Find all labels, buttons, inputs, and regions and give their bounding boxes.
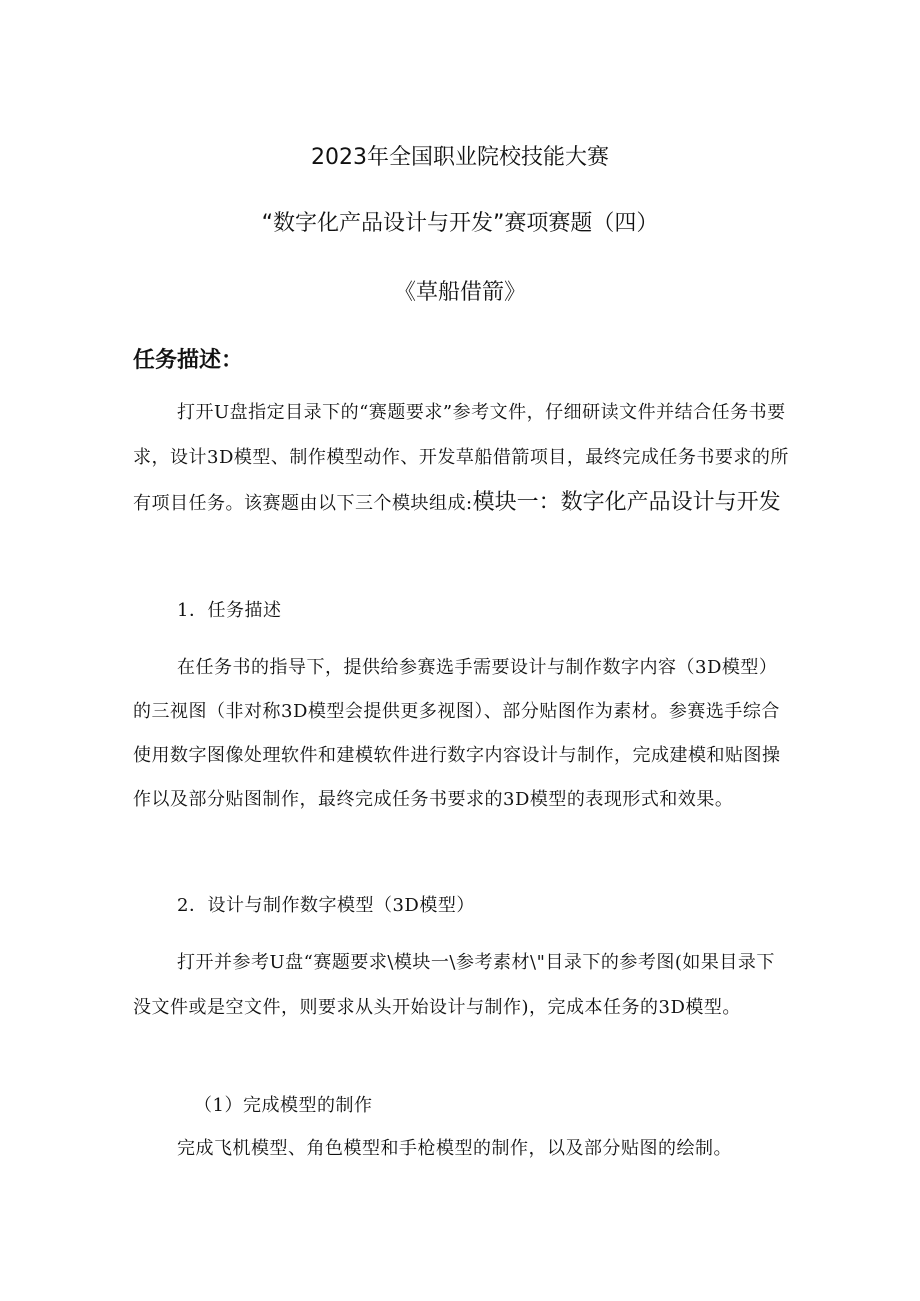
section2-heading: 2．设计与制作数字模型（3D模型） [177, 895, 475, 916]
subsection1-heading: （1）完成模型的制作 [194, 1095, 373, 1116]
problem-title: 《草船借箭》 [393, 280, 526, 305]
intro-text: 打开U盘指定目录下的“赛题要求”参考文件，仔细研读文件并结合任务书要求，设计3D模型、制作模型动作、开发草船借箭项目，最终完成任务书要求的所有项目任务。该赛题由以下三个模块组成: [133, 402, 789, 514]
subsection1-paragraph: 完成飞机模型、角色模型和手枪模型的制作，以及部分贴图的绘制。 [177, 1138, 732, 1159]
event-title: “数字化产品设计与开发”赛项赛题（四） [261, 211, 659, 236]
section1-heading: 1．任务描述 [177, 600, 282, 621]
competition-title: 2023年全国职业院校技能大赛 [311, 145, 609, 170]
task-description-heading: 任务描述： [133, 348, 244, 373]
intro-paragraph [133, 390, 793, 526]
section1-paragraph: 在任务书的指导下，提供给参赛选手需要设计与制作数字内容（3D模型）的三视图（非对称3D模型会提供更多视图）、部分贴图作为素材。参赛选手综合使用数字图像处理软件和建模软件进行数字内容设计与制作，完成建模和贴图操作以及部分贴图制作，最终完成任务书要求的3D模型的表现形式和效果。 [133, 657, 781, 810]
module1-heading: 模块一：数字化产品设计与开发 [472, 490, 781, 515]
section2-paragraph: 打开并参考U盘“赛题要求\模块一\参考素材\"目录下的参考图(如果目录下没文件或是空文件，则要求从头开始设计与制作)，完成本任务的3D模型。 [133, 952, 775, 1018]
